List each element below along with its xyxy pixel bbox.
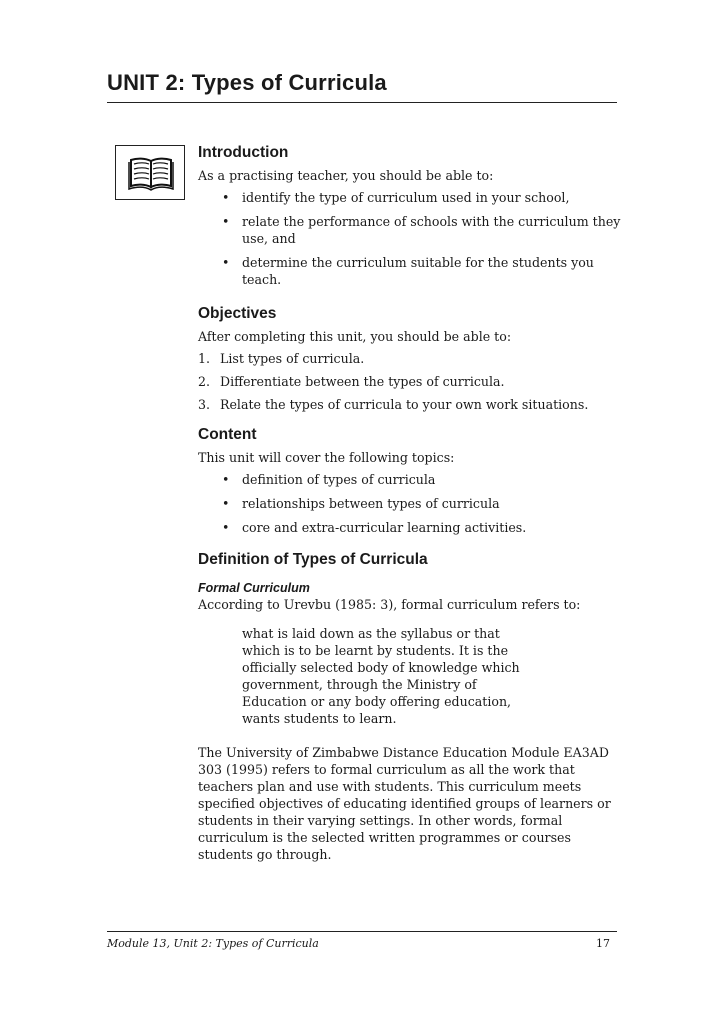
footer-divider bbox=[107, 931, 617, 932]
bullet-icon: • bbox=[222, 190, 230, 205]
bullet-text: definition of types of curricula bbox=[242, 472, 436, 487]
definition-paragraph bbox=[198, 744, 628, 863]
list-item bbox=[198, 519, 628, 536]
formal-curriculum-subheading: Formal Curriculum bbox=[198, 581, 310, 595]
paragraph-line: The University of Zimbabwe Distance Education Module EA3AD bbox=[198, 745, 609, 760]
quote-line: officially selected body of knowledge which bbox=[242, 660, 520, 675]
bullet-text: core and extra-curricular learning activities. bbox=[242, 520, 527, 535]
item-text: Relate the types of curricula to your own work situations. bbox=[220, 397, 589, 412]
item-number: 2. bbox=[198, 374, 211, 389]
list-item bbox=[198, 254, 628, 288]
quote-line: Education or any body offering education, bbox=[242, 694, 512, 709]
list-item bbox=[198, 213, 628, 247]
definition-lead: According to Urevbu (1985: 3), formal curriculum refers to: bbox=[198, 597, 581, 612]
introduction-lead: As a practising teacher, you should be able to: bbox=[198, 168, 494, 183]
bullet-icon: • bbox=[222, 214, 230, 229]
page-number: 17 bbox=[596, 937, 610, 950]
bullet-icon: • bbox=[222, 255, 230, 270]
item-text: List types of curricula. bbox=[220, 351, 365, 366]
item-number: 3. bbox=[198, 397, 211, 412]
content-bullets bbox=[198, 471, 628, 536]
quote-line: which is to be learnt by students. It is the bbox=[242, 643, 509, 658]
block-quote bbox=[242, 625, 532, 727]
paragraph-line: curriculum is the selected written programmes or courses bbox=[198, 830, 571, 845]
objectives-lead: After completing this unit, you should be able to: bbox=[198, 329, 512, 344]
quote-line: what is laid down as the syllabus or that bbox=[242, 626, 500, 641]
definition-heading: Definition of Types of Curricula bbox=[198, 551, 428, 568]
footer-module-label: Module 13, Unit 2: Types of Curricula bbox=[107, 937, 319, 950]
page-title: UNIT 2: Types of Curricula bbox=[107, 70, 387, 95]
open-book-icon-graphic bbox=[128, 155, 174, 191]
introduction-bullets bbox=[198, 189, 628, 288]
bullet-icon: • bbox=[222, 520, 230, 535]
objectives-heading: Objectives bbox=[198, 305, 277, 322]
definition-section bbox=[198, 550, 628, 863]
list-item bbox=[198, 189, 628, 206]
content-lead: This unit will cover the following topics: bbox=[198, 450, 455, 465]
paragraph-line: teachers plan and use with students. This curriculum meets bbox=[198, 779, 582, 794]
introduction-section bbox=[198, 143, 628, 288]
main-content bbox=[198, 143, 628, 863]
list-item bbox=[198, 373, 628, 390]
list-item bbox=[198, 495, 628, 512]
open-book-icon bbox=[115, 145, 185, 200]
quote-line: wants students to learn. bbox=[242, 711, 397, 726]
bullet-icon: • bbox=[222, 472, 230, 487]
bullet-text: relationships between types of curricula bbox=[242, 496, 500, 511]
item-text: Differentiate between the types of curricula. bbox=[220, 374, 505, 389]
paragraph-line: specified objectives of educating identified groups of learners or bbox=[198, 796, 611, 811]
paragraph-line: students go through. bbox=[198, 847, 332, 862]
list-item bbox=[198, 396, 628, 413]
item-number: 1. bbox=[198, 351, 211, 366]
content-section bbox=[198, 425, 628, 536]
list-item bbox=[198, 471, 628, 488]
objectives-section bbox=[198, 304, 628, 413]
introduction-heading: Introduction bbox=[198, 144, 289, 161]
paragraph-line: 303 (1995) refers to formal curriculum as all the work that bbox=[198, 762, 575, 777]
bullet-icon: • bbox=[222, 496, 230, 511]
content-heading: Content bbox=[198, 426, 257, 443]
objectives-list bbox=[198, 350, 628, 413]
title-divider bbox=[107, 102, 617, 103]
bullet-text: identify the type of curriculum used in your school, bbox=[242, 190, 570, 205]
bullet-text: determine the curriculum suitable for the students you teach. bbox=[242, 255, 594, 287]
list-item bbox=[198, 350, 628, 367]
paragraph-line: students in their varying settings. In other words, formal bbox=[198, 813, 563, 828]
quote-line: government, through the Ministry of bbox=[242, 677, 477, 692]
bullet-text: relate the performance of schools with the curriculum they use, and bbox=[242, 214, 621, 246]
